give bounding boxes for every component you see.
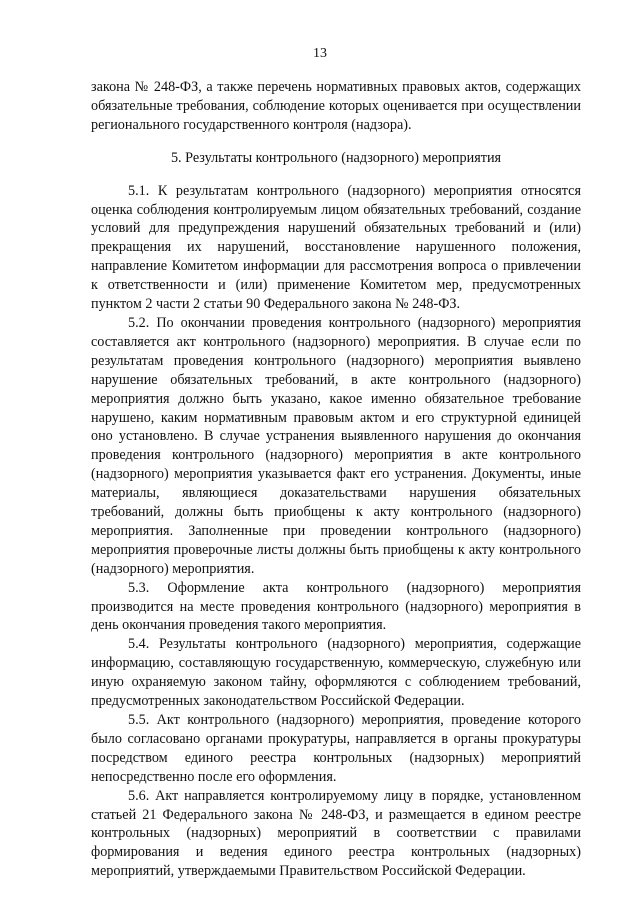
- paragraph-5-3: 5.3. Оформление акта контрольного (надзорного) мероприятия производится на месте проведения контрольного (надзорного) мероприятия в день окончания проведения такого мероприятия.: [91, 579, 581, 634]
- section-heading: 5. Результаты контрольного (надзорного) мероприятия: [170, 149, 502, 166]
- document-body: [91, 78, 581, 881]
- paragraph-5-4: 5.4. Результаты контрольного (надзорного) мероприятия, содержащие информацию, составляющую государственную, коммерческую, служебную или иную охраняемую законом тайну, оформляются с соблюдением требований, предусмотренных законодательством Российской Федерации.: [91, 636, 581, 710]
- page-number: 13: [313, 46, 327, 61]
- paragraph-5-6: 5.6. Акт направляется контролируемому лицу в порядке, установленном статьей 21 Федерального закона № 248-ФЗ, и размещается в едином реестре контрольных (надзорных) мероприятий в соответствии с правилами формирования и ведения единого реестра контрольных (надзорных) мероприятий, утверждаемыми Правительством Российской Федерации.: [91, 787, 581, 880]
- paragraph-5-5: 5.5. Акт контрольного (надзорного) мероприятия, проведение которого было согласовано органами прокуратуры, направляется в органы прокуратуры посредством единого реестра контрольных (надзорных) мероприятий непосредственно после его оформления.: [91, 712, 581, 785]
- paragraph-5-2: 5.2. По окончании проведения контрольного (надзорного) мероприятия составляется акт контрольного (надзорного) мероприятия. В случае если по результатам проведения контрольного (надзорного) мероприятия выявлено нарушение обязательных требований, в акте контрольного (надзорного) мероприятия должно быть указано, какое именно обязательное требование нарушено, каким нормативным правовым актом и его структурной единицей оно установлено. В случае устранения выявленного нарушения до окончания проведения контрольного (надзорного) мероприятия в акте контрольного (надзорного) мероприятия указывается факт его устранения. Документы, иные материалы, являющиеся доказательствами нарушения обязательных требований, должны быть приобщены к акту контрольного (надзорного) мероприятия. Заполненные при проведении контрольного (надзорного) мероприятия проверочные листы должны быть приобщены к акту контрольного (надзорного) мероприятия.: [91, 314, 581, 577]
- intro-paragraph: закона № 248-ФЗ, а также перечень нормативных правовых актов, содержащих обязательные требования, соблюдение которых оценивается при осуществлении регионального государственного контроля (надзора).: [91, 79, 581, 133]
- paragraph-5-1: 5.1. К результатам контрольного (надзорного) мероприятия относятся оценка соблюдения контролируемым лицом обязательных требований, создание условий для предупреждения нарушений обязательных требований и (или) прекращения их нарушений, восстановление нарушенного положения, направление Комитетом информации для рассмотрения вопроса о привлечении к ответственности и (или) применение Комитетом мер, предусмотренных пунктом 2 части 2 статьи 90 Федерального закона № 248-ФЗ.: [91, 182, 581, 313]
